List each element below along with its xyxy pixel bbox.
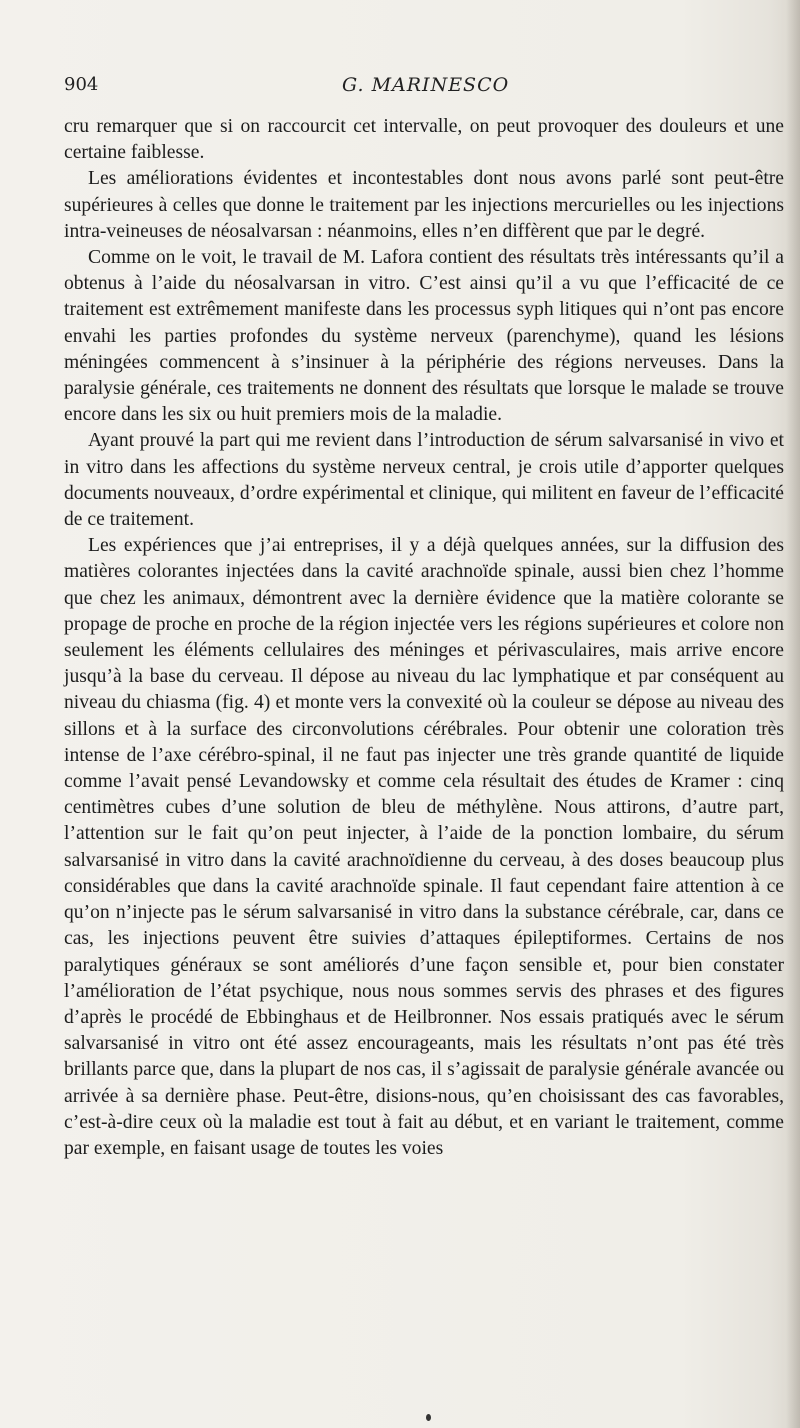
page-number: 904: [64, 74, 99, 95]
page-header: [64, 72, 784, 102]
paragraph-4: Ayant prouvé la part qui me revient dans l’introduction de sérum salvarsanisé in vivo et in vitro dans les affections du système nerveux central, je crois utile d’apporter quelques documents nouveaux, d’ordre expérimental et clinique, qui militent en faveur de l’efficacité de ce traitement.: [64, 430, 784, 531]
ink-dot: [426, 1414, 431, 1421]
paragraph-5: Les expériences que j’ai entreprises, il y a déjà quelques années, sur la diffusion des matières colorantes injectées dans la cavité arachnoïde spinale, aussi bien chez l’homme que chez les animaux, démontrent avec la dernière évidence que la matière colorante se propage de proche en proche de la région injectée vers les régions supérieures et colore non seulement les éléments cellulaires des méninges et périvasculaires, mais arrive encore jusqu’à la base du cerveau. Il dépose au niveau du lac lymphatique et par conséquent au niveau du chiasma (fig. 4) et monte vers la convexité où la couleur se dépose au niveau des sillons et à la surface des circonvolutions cérébrales. Pour obtenir une coloration très intense de l’axe cérébro-spinal, il ne faut pas injecter une très grande quantité de liquide comme l’avait pensé Levandowsky et comme cela résultait des études de Kramer : cinq centimètres cubes d’une solution de bleu de méthylène. Nous attirons, d’autre part, l’attention sur le fait qu’on peut injecter, à l’aide de la ponction lombaire, du sérum salvarsanisé in vitro dans la cavité arachnoïdienne du cerveau, à des doses beaucoup plus considérables que dans la cavité arachnoïde spinale. Il faut cependant faire attention à ce qu’on n’injecte pas le sérum salvarsanisé in vitro dans la substance cérébrale, car, dans ce cas, les injections peuvent être suivies d’attaques épileptiformes. Certains de nos paralytiques généraux se sont améliorés d’une façon sensible et, pour bien constater l’amélioration de l’état psychique, nous nous sommes servis des phrases et des figures d’après le procédé de Ebbinghaus et de Heilbronner. Nos essais pratiqués avec le sérum salvarsanisé in vitro ont été assez encourageants, mais les résultats n’ont pas été très brillants parce que, dans la plupart de nos cas, il s’agissait de paralysie générale avancée ou arrivée à sa dernière phase. Peut-être, disions-nous, qu’en choisissant des cas favorables, c’est-à-dire ceux où la maladie est tout à fait au début, et en variant le traitement, comme par exemple, en faisant usage de toutes les voies: [64, 535, 784, 1159]
body-text: [64, 114, 784, 1162]
page-edge-shadow: [786, 0, 800, 1428]
paragraph-1: cru remarquer que si on raccourcit cet intervalle, on peut provoquer des douleurs et une certaine faiblesse.: [64, 116, 784, 164]
paragraph-2: Les améliorations évidentes et incontestables dont nous avons parlé sont peut-être supérieures à celles que donne le traitement par les injections mercurielles ou les injections intra-veineuses de néosalvarsan : néanmoins, elles n’en diffèrent que par le degré.: [64, 168, 784, 242]
paragraph-3: Comme on le voit, le travail de M. Lafora contient des résultats très intéressants qu’il a obtenus à l’aide du néosalvarsan in vitro. C’est ainsi qu’il a vu que l’efficacité de ce traitement est extrêmement manifeste dans les processus syph litiques qui n’ont pas encore envahi les parties profondes du système nerveux (parenchyme), quand les lésions méningées commencent à s’insinuer à la périphérie des régions nerveuses. Dans la paralysie générale, ces traitements ne donnent des résultats que lorsque le malade se trouve encore dans les six ou huit premiers mois de la maladie.: [64, 247, 784, 426]
running-head: G. MARINESCO: [342, 74, 510, 96]
